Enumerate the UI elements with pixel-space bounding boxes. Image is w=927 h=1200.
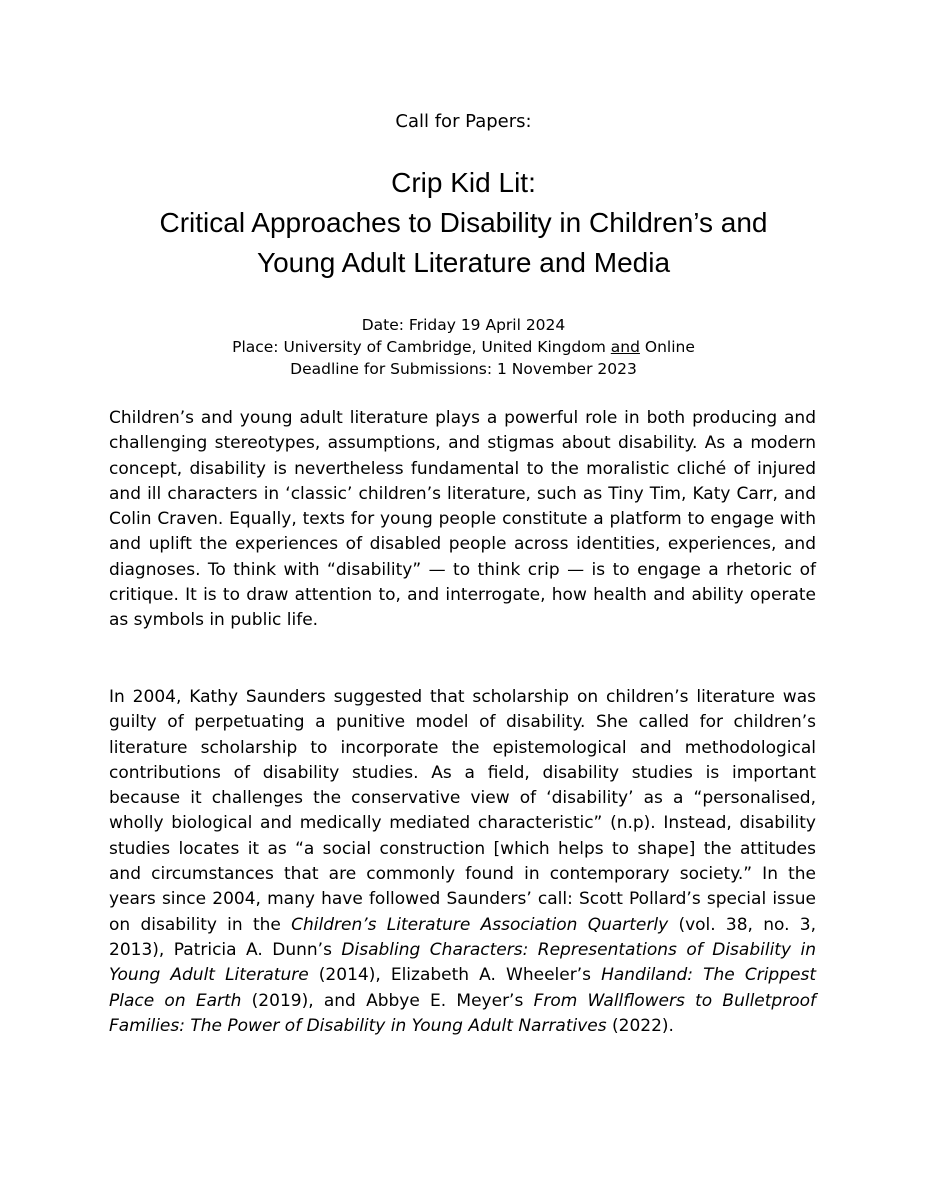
title-line-2: Critical Approaches to Disability in Children’s and <box>159 207 768 238</box>
submission-deadline: Deadline for Submissions: 1 November 2023 <box>290 360 637 378</box>
paragraph-2-text-2: (vol. 38, no. 3, 2013), Patricia A. Dunn’s <box>109 914 816 960</box>
paragraph-2-text-5: (2022). <box>606 1015 674 1036</box>
citation-title-handiland: Handiland: The Crippest Place on Earth <box>109 965 816 1011</box>
title-line-3: Young Adult Literature and Media <box>256 247 671 278</box>
call-for-papers-label: Call for Papers: <box>395 111 532 132</box>
paragraph-2-text-1: In 2004, Kathy Saunders suggested that scholarship on children’s literature was guilty of perpetuating a punitive model of disability. She called for children’s literature scholarship to incorporate the epistemological and methodological contributions of disability studies. As a field, disability studies is important because it challenges the conservative view of ‘disability’ as a “personalised, wholly biological and medically mediated characteristic” (n.p). Instead, disability studies locates it as “a social construction [which helps to shape] the attitudes and circumstances that are commonly found in contemporary society.” In the years since 2004, many have followed Saunders’ call: Scott Pollard’s special issue on disability in the <box>109 687 816 935</box>
event-place-prefix: Place: University of Cambridge, United Kingdom <box>232 338 611 356</box>
citation-title-wallflowers: From Wallflowers to Bulletproof Families: The Power of Disability in Young Adult Narratives <box>109 990 816 1036</box>
citation-title-disabling-characters: Disabling Characters: Representations of Disability in Young Adult Literature <box>109 939 816 986</box>
paragraph-2-text-4: (2019), and Abbye E. Meyer’s <box>241 990 534 1011</box>
paragraph-2-text-3: (2014), Elizabeth A. Wheeler’s <box>308 965 602 986</box>
body-paragraph-2 <box>109 685 816 1039</box>
body-paragraph-1: Children’s and young adult literature plays a powerful role in both producing and challenging stereotypes, assumptions, and stigmas about disability. As a modern concept, disability is nevertheless fundamental to the moralistic cliché of injured and ill characters in ‘classic’ children’s literature, such as Tiny Tim, Katy Carr, and Colin Craven. Equally, texts for young people constitute a platform to engage with and uplift the experiences of disabled people across identities, experiences, and diagnoses. To think with “disability” — to think crip — is to engage a rhetoric of critique. It is to draw attention to, and interrogate, how health and ability operate as symbols in public life. <box>109 408 816 631</box>
event-date: Date: Friday 19 April 2024 <box>361 316 566 334</box>
event-place <box>0 336 927 358</box>
document-title <box>0 163 927 283</box>
title-line-1: Crip Kid Lit: <box>391 167 536 198</box>
event-place-and: and <box>610 338 640 356</box>
event-place-suffix: Online <box>639 338 695 356</box>
event-details <box>0 314 927 380</box>
citation-title-chlaq: Children’s Literature Association Quarterly <box>291 914 669 935</box>
